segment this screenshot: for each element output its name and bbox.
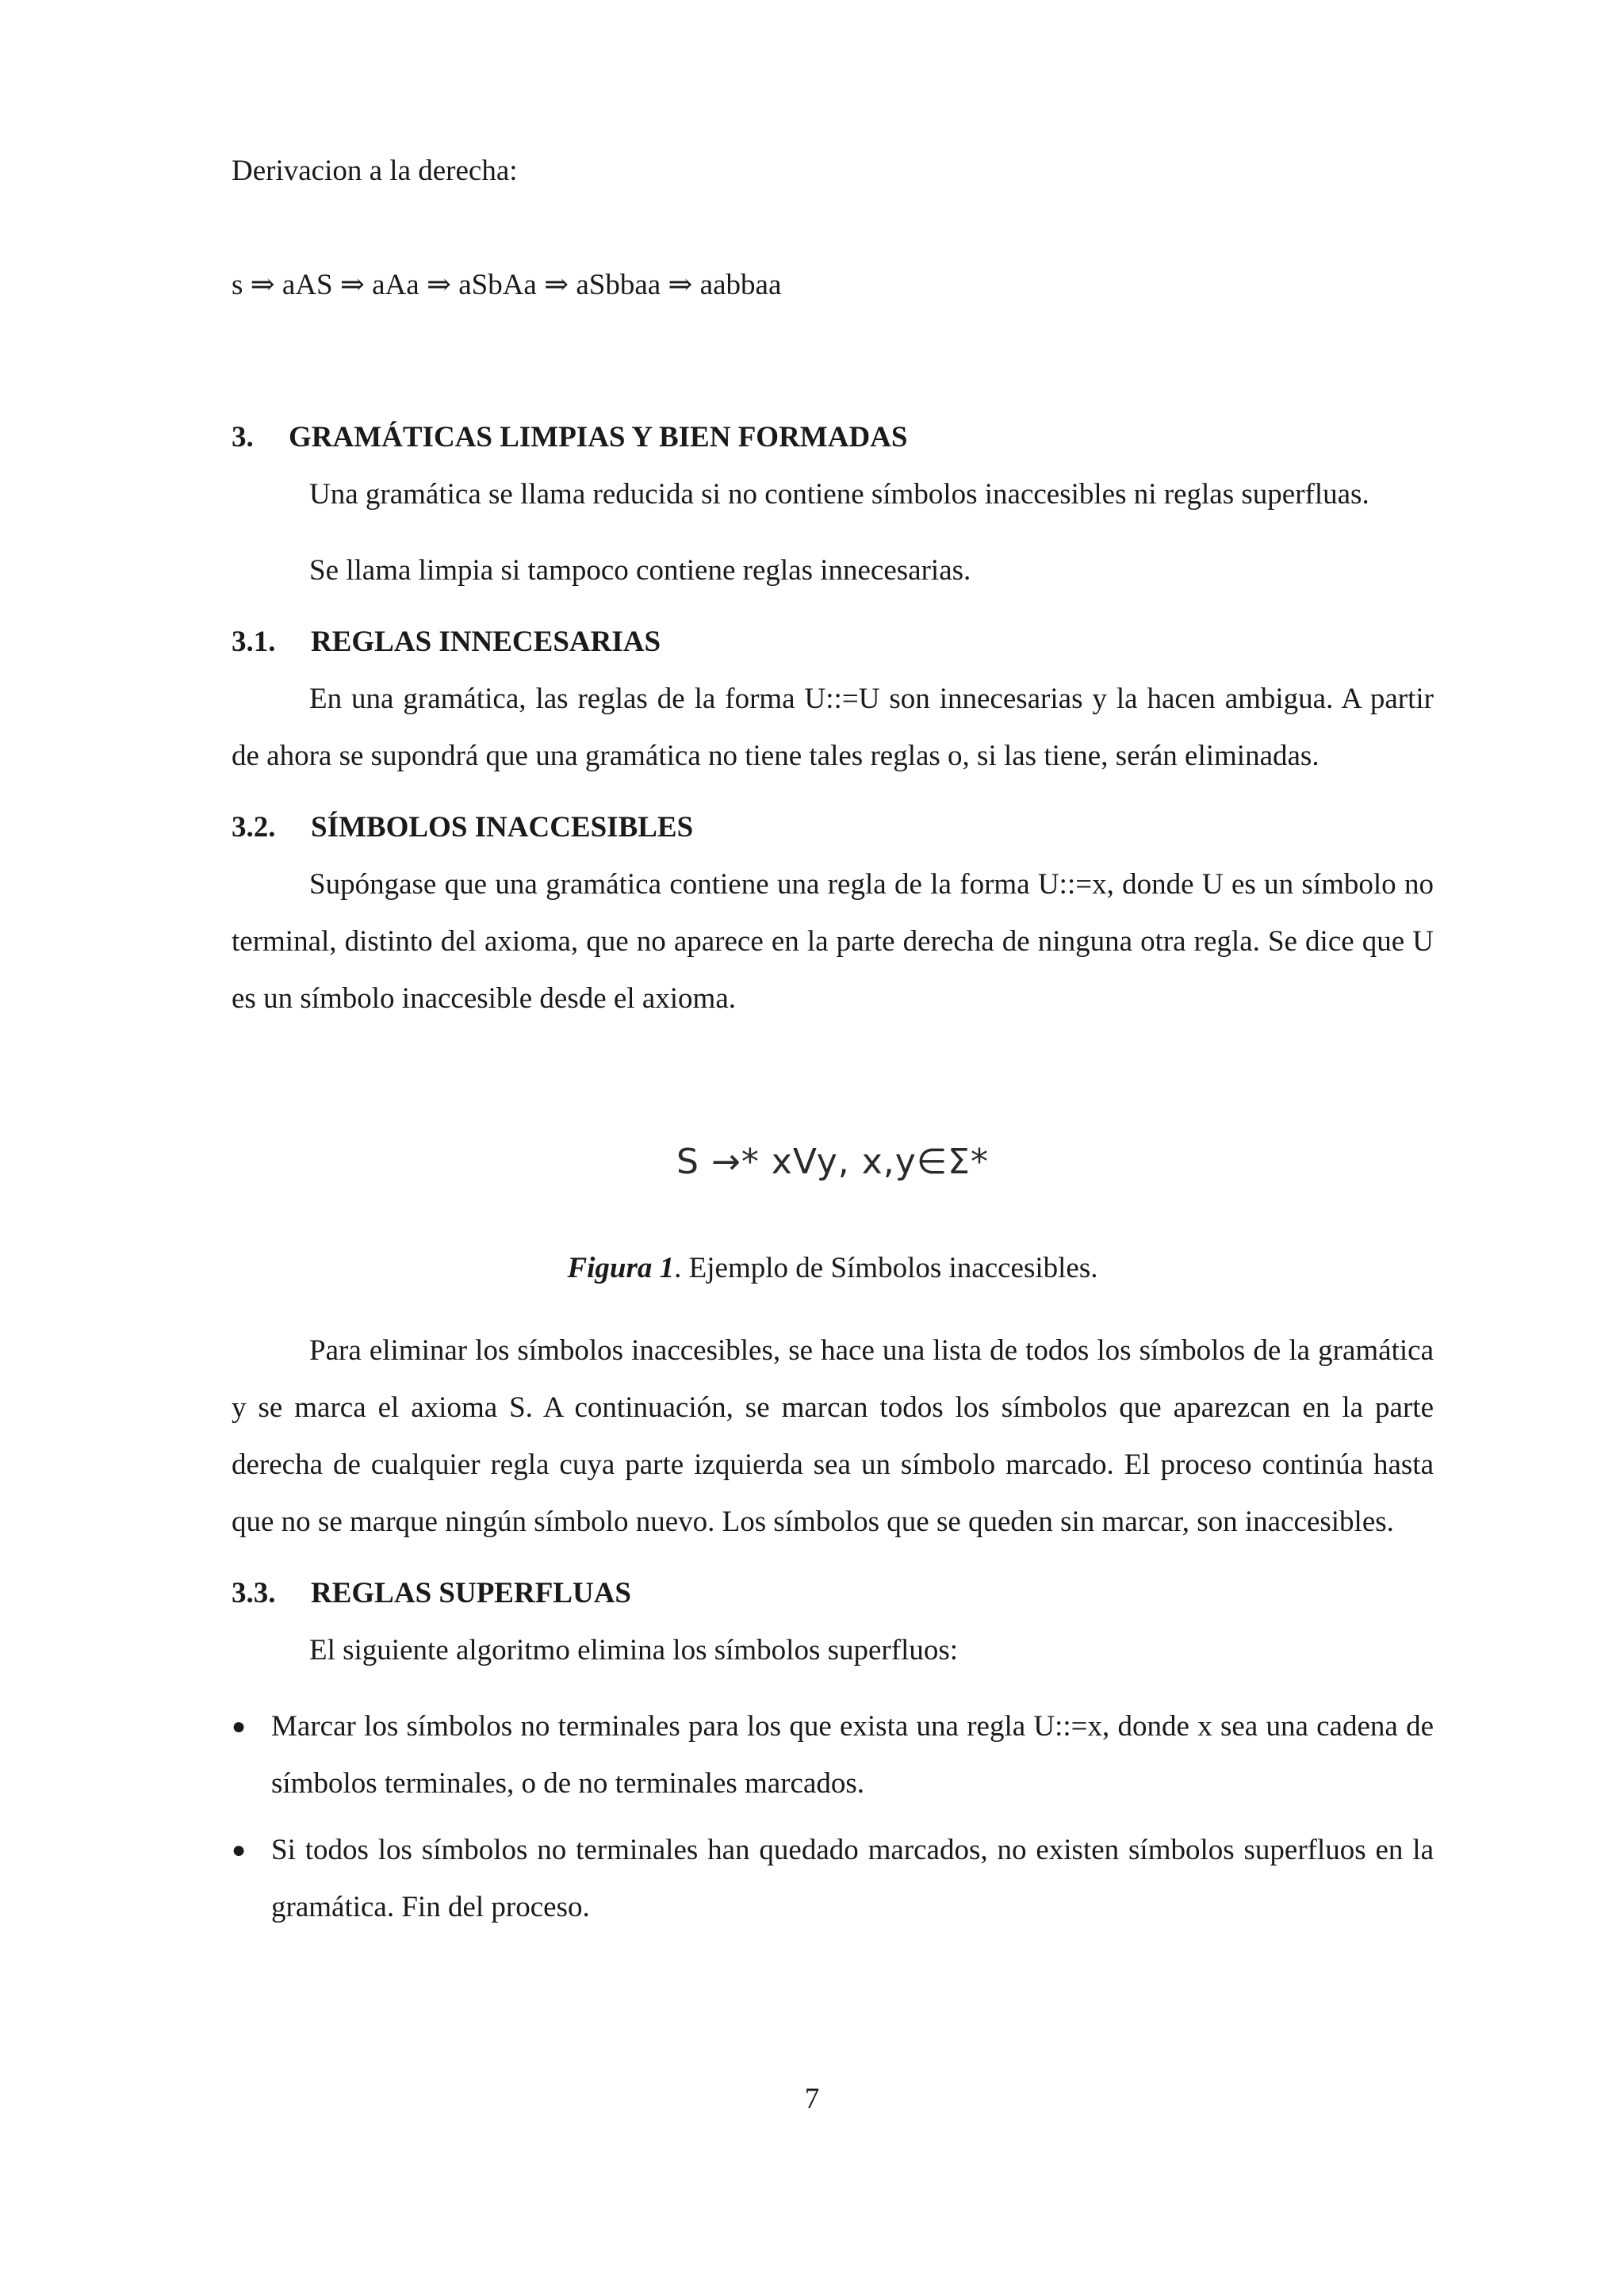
derivation-formula: s ⇒ aAS ⇒ aAa ⇒ aSbAa ⇒ aSbbaa ⇒ aabbaa <box>232 269 782 301</box>
section-3-1-title: REGLAS INNECESARIAS <box>311 626 661 658</box>
derivation-intro: Derivacion a la derecha: <box>232 155 518 187</box>
list-item-text: Marcar los símbolos no terminales para los que exista una regla U::=x, donde x sea una cadena de símbolos terminales, o de no terminales marcados. <box>271 1710 1434 1800</box>
section-3-paragraph-2: Se llama limpia si tampoco contiene reglas innecesarias. <box>309 554 971 587</box>
document-page <box>232 143 1434 1946</box>
section-3-2-number: 3.2. <box>232 811 276 844</box>
list-item-text: Si todos los símbolos no terminales han quedado marcados, no existen símbolos superfluos en la gramática. Fin del proceso. <box>271 1834 1434 1923</box>
section-3-1-heading <box>232 614 1434 671</box>
list-item <box>232 1698 1434 1812</box>
list-item <box>232 1822 1434 1936</box>
bullet-icon: ● <box>232 1837 247 1863</box>
section-3-heading <box>232 409 1434 466</box>
section-3-3-number: 3.3. <box>232 1577 276 1609</box>
page-number: 7 <box>804 2083 820 2115</box>
section-3-2-paragraph-1: Supóngase que una gramática contiene una regla de la forma U::=x, donde U es un símbolo no terminal, distinto del axioma, que no aparece en la parte derecha de ninguna otra regla. Se dice que U es un símbolo inaccesible desde el axioma. <box>232 868 1434 1015</box>
figure-1-formula: S →* xVy, x,y∈Σ* <box>676 1142 989 1182</box>
section-3-number: 3. <box>232 421 254 453</box>
figure-1-caption <box>232 1240 1434 1297</box>
section-3-1-paragraph: En una gramática, las reglas de la forma U::=U son innecesarias y la hacen ambigua. A partir de ahora se supondrá que una gramática no tiene tales reglas o, si las tiene, serán eliminadas. <box>232 683 1434 772</box>
section-3-title: GRAMÁTICAS LIMPIAS Y BIEN FORMADAS <box>289 421 908 453</box>
bullet-icon: ● <box>232 1713 247 1739</box>
section-3-2-title: SÍMBOLOS INACCESIBLES <box>311 811 694 844</box>
section-3-3-title: REGLAS SUPERFLUAS <box>311 1577 632 1609</box>
section-3-1-number: 3.1. <box>232 626 276 658</box>
section-3-2-heading <box>232 799 1434 856</box>
figure-1-caption-label: Figura 1 <box>567 1252 675 1284</box>
section-3-3-paragraph: El siguiente algoritmo elimina los símbolos superfluos: <box>309 1634 959 1667</box>
superfluous-algorithm-list <box>232 1698 1434 1936</box>
figure-1-caption-text: . Ejemplo de Símbolos inaccesibles. <box>674 1252 1098 1284</box>
section-3-3-heading <box>232 1565 1434 1622</box>
section-3-paragraph-1: Una gramática se llama reducida si no contiene símbolos inaccesibles ni reglas superfluas. <box>309 478 1369 511</box>
section-3-2-paragraph-2: Para eliminar los símbolos inaccesibles, se hace una lista de todos los símbolos de la gramática y se marca el axioma S. A continuación, se marcan todos los símbolos que aparezcan en la parte derecha de cualquier regla cuya parte izquierda sea un símbolo marcado. El proceso continúa hasta que no se marque ningún símbolo nuevo. Los símbolos que se queden sin marcar, son inaccesibles. <box>232 1334 1434 1538</box>
